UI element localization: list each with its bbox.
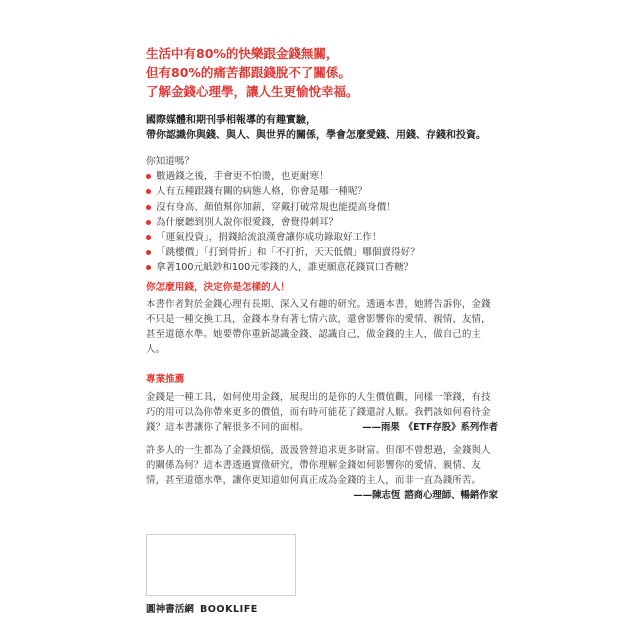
bullet-icon — [146, 220, 151, 225]
list-item: 「運氣投資」，捐錢給流浪漢會讓你成功錄取好工作！ — [146, 230, 420, 245]
publisher-name: 圓神書活網 — [146, 604, 194, 615]
headline-line-2: 但有80%的痛苦都跟錢脫不了關係。 — [146, 65, 351, 80]
signer-title: 《ETF存股》系列作者 — [403, 422, 498, 433]
list-item: 沒有身高、顏值幫你加薪，穿戴打破常規也能提高身價！ — [146, 200, 420, 215]
section-paragraph-usage: 本書作者對於金錢心理有長期、深入又有趣的研究。透過本書，她將告訴你，金錢不只是一種交換工具，金錢本身有著七情六欲，還會影響你的愛情、親情、友情，甚至道德水準。她要帶你重新認識金錢、認識自己，做金錢的主人，做自己的主人。 — [146, 299, 491, 355]
section-title-recommend: 專業推薦 — [146, 374, 185, 385]
intro-line-2: 帶你認識你與錢、與人、與世界的關係，學會怎麼愛錢、用錢、存錢和投資。 — [146, 130, 486, 141]
booklife-logo: BOOKLIFE — [199, 604, 258, 615]
list-item: 數過錢之後，手會更不怕燙，也更耐寒！ — [146, 169, 420, 184]
signature-dash: —— — [353, 490, 373, 501]
list-item: 人有五種跟錢有關的病態人格，你會是哪一種呢？ — [146, 184, 420, 199]
did-you-know-heading: 你知道嗎？ — [146, 156, 194, 167]
signer-name: 陳志恆 — [372, 490, 401, 501]
list-item: 為什麼聽到別人說你很愛錢，會覺得刺耳？ — [146, 215, 420, 230]
did-you-know — [146, 154, 420, 276]
list-item: 拿著100元紙鈔和100元零錢的人，誰更願意花錢買口香糖？ — [146, 260, 420, 275]
list-item: 「跳樓價」「打到骨折」和「不打折，天天低價」哪個賣得好？ — [146, 245, 420, 260]
recommendation-signature-2 — [353, 488, 498, 503]
footer — [146, 601, 258, 615]
barcode-placeholder — [146, 534, 296, 596]
intro — [146, 113, 486, 143]
signer-name: 雨果 — [381, 422, 400, 433]
recommendation-text-1: 金錢是一種工具，如何使用金錢，展現出的是你的人生價值觀，同樣一筆錢，有技巧的用可以為你帶來更多的價值，而有時可能花了錢還討人厭。我們該如何看待金錢？這本書讓你了解很多不同的面相。 — [146, 392, 491, 433]
did-you-know-list — [146, 169, 420, 275]
bullet-icon — [146, 235, 151, 240]
bullet-icon — [146, 265, 151, 270]
section-title-usage: 你怎麼用錢，決定你是怎樣的人！ — [146, 282, 290, 293]
headline-line-1: 生活中有80%的快樂跟金錢無關， — [146, 46, 339, 61]
bullet-icon — [146, 250, 151, 255]
headline — [146, 44, 359, 101]
bullet-icon — [146, 205, 151, 210]
bullet-icon — [146, 189, 151, 194]
signature-dash: —— — [362, 422, 382, 433]
signer-title: 諮商心理師、暢銷作家 — [404, 490, 498, 501]
intro-line-1: 國際媒體和期刊爭相報導的有趣實驗， — [146, 115, 316, 126]
bullet-icon — [146, 174, 151, 179]
headline-line-3: 了解金錢心理學，讓人生更愉悅幸福。 — [146, 84, 359, 99]
recommendation-signature-1 — [362, 420, 498, 435]
recommendation-text-2: 許多人的一生都為了金錢煩惱，汲汲營營追求更多財富。但卻不曾想過，金錢與人的關係為何？這本書透過實徵研究，帶你理解金錢如何影響你的愛情、親情、友情，甚至道德水準，讓你更知道如何真正成為金錢的主人，而非一直為錢所苦。 — [146, 445, 491, 486]
